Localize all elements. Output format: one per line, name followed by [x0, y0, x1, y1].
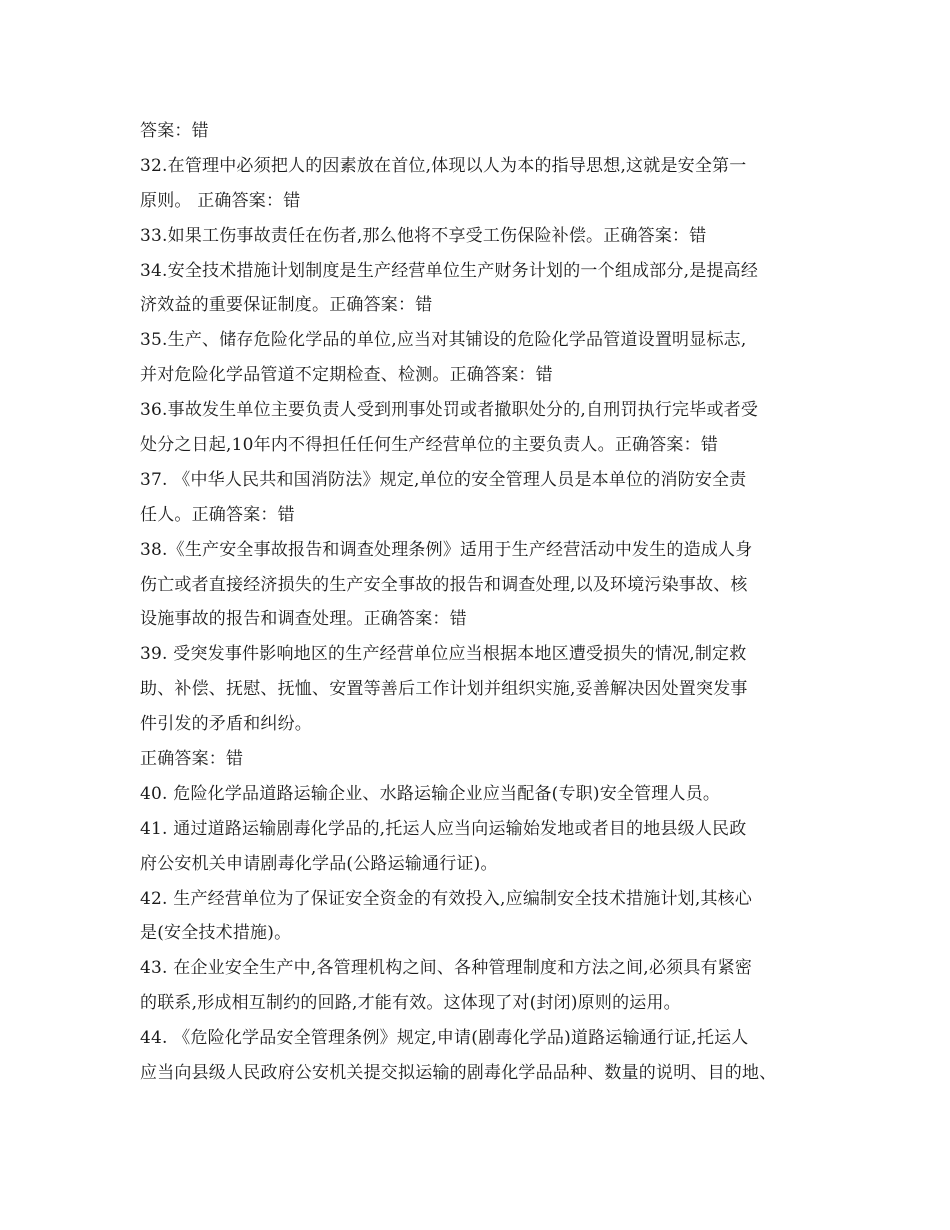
text-line: 处分之日起,10年内不得担任任何生产经营单位的主要负责人。正确答案：错 — [140, 435, 719, 456]
text-line: 任人。正确答案：错 — [140, 504, 295, 525]
text-line: 是(安全技术措施)。 — [140, 923, 292, 944]
text-line: 答案：错 — [140, 121, 209, 141]
text-line: 济效益的重要保证制度。正确答案：错 — [140, 295, 433, 316]
document-body — [140, 114, 830, 1091]
text-line: 41. 通过道路运输剧毒化学品的,托运人应当向运输始发地或者目的地县级人民政 — [140, 818, 747, 839]
text-line: 40. 危险化学品道路运输企业、水路运输企业应当配备(专职)安全管理人员。 — [140, 783, 721, 804]
text-line: 正确答案：错 — [140, 749, 244, 770]
text-line: 43. 在企业安全生产中,各管理机构之间、各种管理制度和方法之间,必须具有紧密 — [140, 958, 753, 979]
text-line: 34.安全技术措施计划制度是生产经营单位生产财务计划的一个组成部分,是提高经 — [140, 260, 759, 281]
text-line: 39. 受突发事件影响地区的生产经营单位应当根据本地区遭受损失的情况,制定救 — [140, 644, 747, 665]
text-line: 32.在管理中必须把人的因素放在首位,体现以人为本的指导思想,这就是安全第一 — [140, 155, 747, 176]
text-line: 33.如果工伤事故责任在伤者,那么他将不享受工伤保险补偿。正确答案：错 — [140, 225, 707, 246]
text-line: 38.《生产安全事故报告和调查处理条例》适用于生产经营活动中发生的造成人身 — [140, 539, 753, 560]
text-line: 的联系,形成相互制约的回路,才能有效。这体现了对(封闭)原则的运用。 — [140, 993, 681, 1014]
text-line: 伤亡或者直接经济损失的生产安全事故的报告和调查处理,以及环境污染事故、核 — [140, 574, 748, 595]
text-line: 应当向县级人民政府公安机关提交拟运输的剧毒化学品品种、数量的说明、目的地、 — [140, 1063, 777, 1084]
text-line: 并对危险化学品管道不定期检查、检测。正确答案：错 — [140, 365, 553, 386]
text-line: 助、补偿、抚慰、抚恤、安置等善后工作计划并组织实施,妥善解决因处置突发事 — [140, 679, 748, 700]
text-line: 35.生产、储存危险化学品的单位,应当对其铺设的危险化学品管道设置明显标志, — [140, 330, 747, 351]
text-line: 44. 《危险化学品安全管理条例》规定,申请(剧毒化学品)道路运输通行证,托运人 — [140, 1028, 749, 1049]
text-line: 件引发的矛盾和纠纷。 — [140, 714, 312, 735]
text-line: 36.事故发生单位主要负责人受到刑事处罚或者撤职处分的,自刑罚执行完毕或者受 — [140, 400, 759, 421]
text-line: 42. 生产经营单位为了保证安全资金的有效投入,应编制安全技术措施计划,其核心 — [140, 888, 753, 909]
text-line: 设施事故的报告和调查处理。正确答案：错 — [140, 609, 467, 630]
text-line: 原则。 正确答案：错 — [140, 190, 301, 211]
text-line: 37. 《中华人民共和国消防法》规定,单位的安全管理人员是本单位的消防安全责 — [140, 469, 747, 490]
text-line: 府公安机关申请剧毒化学品(公路运输通行证)。 — [140, 853, 498, 874]
